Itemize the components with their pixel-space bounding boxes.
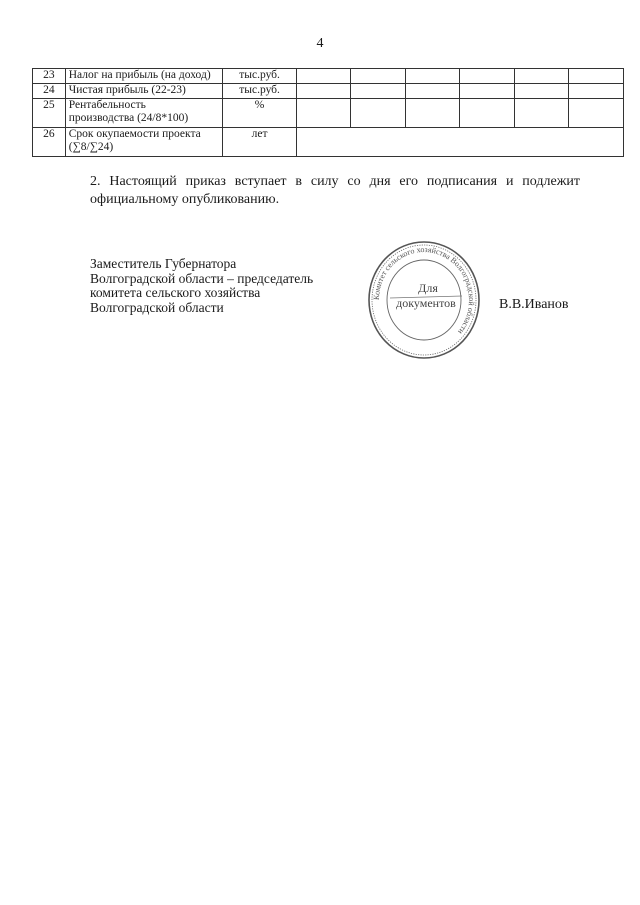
signature-name: В.В.Иванов xyxy=(499,297,569,312)
row-indicator-line: (∑8/∑24) xyxy=(68,141,114,153)
value-cell xyxy=(460,69,514,84)
row-number: 25 xyxy=(33,99,66,128)
table-row xyxy=(33,69,624,84)
signatory-line: Заместитель Губернатора xyxy=(90,256,237,271)
value-cell xyxy=(297,69,351,84)
row-unit: тыс.руб. xyxy=(223,84,297,99)
value-cell xyxy=(405,69,459,84)
value-cell xyxy=(297,99,351,128)
row-indicator-line: производства (24/8*100) xyxy=(68,112,189,124)
signatory-title xyxy=(90,257,313,315)
seal-center-line1: Для xyxy=(418,281,438,295)
merged-value-cell xyxy=(297,128,624,157)
row-indicator-line: Срок окупаемости проекта xyxy=(68,128,201,140)
value-cell xyxy=(351,84,405,99)
value-cell xyxy=(460,99,514,128)
value-cell xyxy=(514,84,568,99)
signatory-line: Волгоградской области xyxy=(90,299,224,315)
row-number: 24 xyxy=(33,84,66,99)
value-cell xyxy=(460,84,514,99)
row-indicator: Налог на прибыль (на доход) xyxy=(65,69,222,84)
row-indicator xyxy=(65,128,222,157)
row-number: 23 xyxy=(33,69,66,84)
value-cell xyxy=(514,99,568,128)
value-cell xyxy=(569,69,624,84)
row-unit: % xyxy=(223,99,297,128)
value-cell xyxy=(405,99,459,128)
value-cell xyxy=(569,84,624,99)
value-cell xyxy=(514,69,568,84)
value-cell xyxy=(351,99,405,128)
seal-center-line2: документов xyxy=(396,296,456,310)
signatory-line: Волгоградской области – председатель xyxy=(90,270,314,286)
table-row xyxy=(33,84,624,99)
official-seal-stamp xyxy=(366,238,482,362)
table-row xyxy=(33,128,624,157)
row-indicator xyxy=(65,99,222,128)
seal-ring-text: Комитет сельского хозяйства Волгоградской области xyxy=(371,244,477,337)
row-indicator-line: Рентабельность xyxy=(68,99,146,111)
signatory-line: комитета сельского хозяйства xyxy=(90,285,261,300)
value-cell xyxy=(569,99,624,128)
row-unit: тыс.руб. xyxy=(223,69,297,84)
row-number: 26 xyxy=(33,128,66,157)
page-number: 4 xyxy=(316,36,324,51)
value-cell xyxy=(405,84,459,99)
order-clause: 2. Настоящий приказ вступает в силу со дня его подписания и подлежит официальному опубликованию. xyxy=(90,174,580,207)
value-cell xyxy=(351,69,405,84)
value-cell xyxy=(297,84,351,99)
row-indicator: Чистая прибыль (22-23) xyxy=(65,84,222,99)
row-unit: лет xyxy=(223,128,297,157)
indicators-table xyxy=(32,68,624,157)
table-row xyxy=(33,99,624,128)
